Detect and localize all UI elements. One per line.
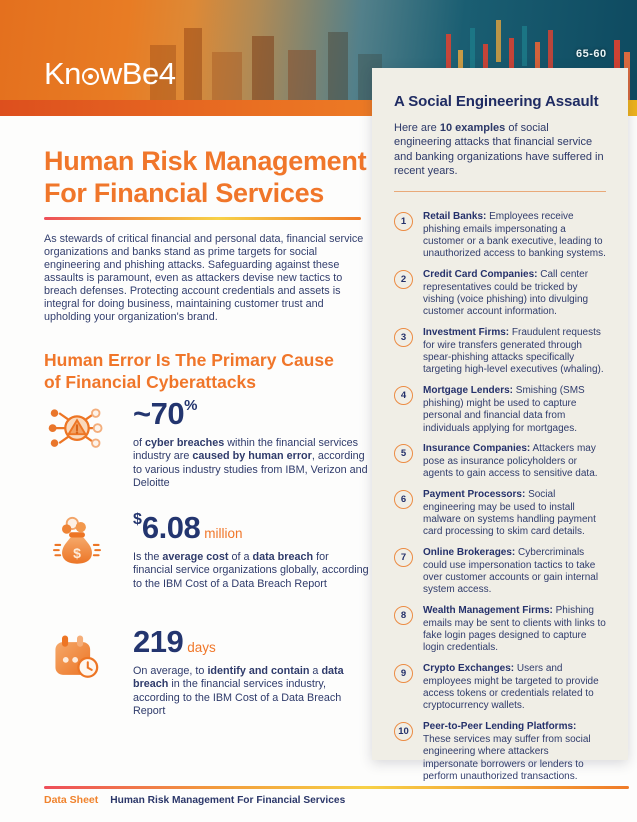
social-engineering-card bbox=[372, 68, 628, 782]
stat-description: On average, to identify and contain a data breach in the financial services industry, according to the IBM Cost of a Data Breach Report bbox=[133, 665, 344, 718]
building-silhouette bbox=[212, 52, 242, 100]
stat-value: $6.08 million bbox=[133, 510, 243, 545]
stat-value: 219 days bbox=[133, 624, 216, 659]
list-item: 4 Mortgage Lenders: Smishing (SMS phishing) might be used to capture personal and financial data from individuals applying for mortgages. bbox=[394, 385, 606, 435]
list-item: 9 Crypto Exchanges: Users and employees might be targeted to provide access tokens or credentials related to cryptocurrency wallets. bbox=[394, 663, 606, 713]
item-number-badge: 10 bbox=[394, 722, 413, 741]
header-ticker-text: 65-60 bbox=[576, 48, 607, 60]
stat-description: of cyber breaches within the financial services industry are caused by human error, according to various industry studies from IBM, Verizon and Deloitte bbox=[133, 437, 368, 490]
list-item: 7 Online Brokerages: Cybercriminals could use impersonation tactics to take over customer accounts or gain internal system access. bbox=[394, 547, 606, 597]
item-number-badge: 4 bbox=[394, 386, 413, 405]
candlestick-decoration bbox=[496, 20, 501, 62]
list-item: 8 Wealth Management Firms: Phishing emails may be sent to clients with links to fake login pages designed to capture login credentials. bbox=[394, 605, 606, 655]
stat-value: ~70% bbox=[133, 396, 198, 431]
section-heading: Human Error Is The Primary Cause of Financial Cyberattacks bbox=[44, 350, 334, 393]
item-number-badge: 2 bbox=[394, 270, 413, 289]
knowbe4-logo bbox=[44, 56, 175, 92]
stat-breach-cost bbox=[44, 510, 374, 591]
card-title: A Social Engineering Assault bbox=[394, 93, 599, 110]
item-number-badge: 1 bbox=[394, 212, 413, 231]
building-silhouette bbox=[328, 32, 348, 100]
stat-description: Is the average cost of a data breach for financial service organizations globally, according to the IBM Cost of a Data Breach Report bbox=[133, 551, 369, 590]
list-item: 1 Retail Banks: Employees receive phishing emails impersonating a customer or a bank executive, leading to unauthorized access to banking systems. bbox=[394, 211, 606, 261]
item-number-badge: 9 bbox=[394, 664, 413, 683]
card-divider bbox=[394, 191, 606, 192]
candlestick-decoration bbox=[522, 26, 527, 66]
footer-title: Human Risk Management For Financial Services bbox=[110, 795, 346, 806]
item-number-badge: 7 bbox=[394, 548, 413, 567]
money-bag-icon bbox=[44, 510, 110, 574]
stat-containment-days bbox=[44, 624, 374, 719]
building-silhouette bbox=[252, 36, 274, 100]
building-silhouette bbox=[288, 50, 316, 100]
title-underline bbox=[44, 217, 361, 220]
item-number-badge: 3 bbox=[394, 328, 413, 347]
calendar-clock-icon bbox=[44, 624, 110, 688]
stat-content bbox=[133, 624, 371, 719]
stat-content bbox=[133, 510, 371, 591]
item-number-badge: 6 bbox=[394, 490, 413, 509]
logo-o-icon bbox=[82, 68, 99, 85]
list-item: 6 Payment Processors: Social engineering may be used to install malware on systems handling payment card processing to skim card details. bbox=[394, 489, 606, 539]
list-item: 2 Credit Card Companies: Call center representatives could be tricked by vishing (voice phishing) into divulging customer account information. bbox=[394, 269, 606, 319]
footer-kicker: Data Sheet bbox=[44, 794, 99, 806]
list-item: 3 Investment Firms: Fraudulent requests for wire transfers generated through spear-phishing attacks specifically targeting high-level executives (whaling). bbox=[394, 327, 606, 377]
list-item: 10 Peer-to-Peer Lending Platforms: These services may suffer from social engineering where attackers impersonate borrowers or lenders to perform unauthorized transactions. bbox=[394, 721, 606, 783]
logo-text: Kn bbox=[44, 56, 81, 91]
item-number-badge: 8 bbox=[394, 606, 413, 625]
svg-text:$: $ bbox=[73, 545, 81, 562]
network-threat-icon bbox=[44, 396, 110, 460]
footer-rule bbox=[44, 786, 629, 789]
list-item: 5 Insurance Companies: Attackers may pose as insurance policyholders or agents to gain access to sensitive data. bbox=[394, 443, 606, 480]
intro-paragraph: As stewards of critical financial and personal data, financial service organizations and banks stand as prime targets for social engineering and phishing attacks. Safeguarding against these assaults is paramount, even as attackers devise new tactics to breach defenses. Protecting account credentials and assets is integral for doing business, maintaining customer trust and upholding your organization's brand. bbox=[44, 233, 364, 324]
footer bbox=[44, 794, 345, 806]
example-list bbox=[394, 211, 606, 783]
stat-content bbox=[133, 396, 371, 491]
stat-cyber-breaches bbox=[44, 396, 374, 491]
item-number-badge: 5 bbox=[394, 444, 413, 463]
building-silhouette bbox=[184, 28, 202, 100]
page-title: Human Risk Management For Financial Services bbox=[44, 146, 367, 208]
logo-text: wBe4 bbox=[99, 56, 176, 91]
card-intro: Here are 10 examples of social engineering attacks that financial service and banking organizations have suffered in recent years. bbox=[394, 122, 604, 177]
